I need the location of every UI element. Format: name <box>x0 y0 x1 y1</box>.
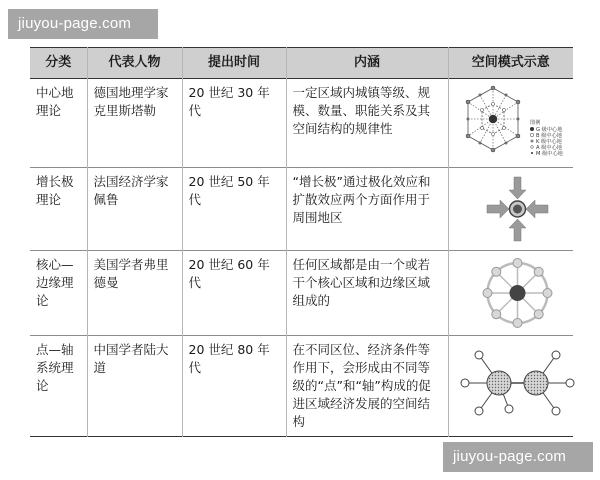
arrow-left-icon <box>487 200 509 218</box>
legend-title: 图例 <box>529 120 540 126</box>
arrow-bottom-icon <box>509 219 526 241</box>
legend-item-a: A 级中心地 <box>535 145 562 151</box>
header-time: 提出时间 <box>182 48 286 79</box>
row-person: 中国学者陆大道 <box>87 336 182 437</box>
header-person: 代表人物 <box>87 48 182 79</box>
arrow-right-icon <box>526 200 548 218</box>
row-time: 20 世纪 80 年代 <box>182 336 286 437</box>
row-time: 20 世纪 50 年代 <box>182 168 286 251</box>
point-axis-network-icon <box>455 341 580 425</box>
core-periphery-diagram <box>448 251 573 336</box>
central-place-hexagon-icon <box>455 84 580 162</box>
major-point-left <box>487 371 511 395</box>
table-row <box>30 251 573 336</box>
watermark-top: jiuyou-page.com <box>8 9 158 39</box>
header-meaning: 内涵 <box>286 48 448 79</box>
legend-item-k: K 级中心地 <box>535 139 562 145</box>
central-place-legend <box>530 118 564 157</box>
row-category: 中心地理论 <box>36 85 74 118</box>
header-category: 分类 <box>45 55 72 70</box>
theory-table <box>30 47 573 437</box>
central-place-diagram <box>448 79 573 168</box>
row-meaning: 在不同区位、经济条件等作用下，会形成由不同等级的“点”和“轴”构成的促进区域经济发展的空间结构 <box>286 336 448 437</box>
core-periphery-wheel-icon <box>455 256 580 330</box>
major-point-right <box>524 371 548 395</box>
table-header-row <box>30 48 573 79</box>
row-category: 增长极理论 <box>36 174 74 207</box>
row-person: 美国学者弗里德曼 <box>87 251 182 336</box>
legend-item-m: M 级中心地 <box>535 151 563 157</box>
legend-item-b: B 级中心地 <box>535 133 562 139</box>
row-person: 法国经济学家佩鲁 <box>87 168 182 251</box>
row-meaning: 一定区域内城镇等级、规模、数量、职能关系及其空间结构的规律性 <box>286 79 448 168</box>
row-category: 点—轴系统理论 <box>36 342 74 393</box>
growth-pole-diagram <box>448 168 573 251</box>
row-time: 20 世纪 60 年代 <box>182 251 286 336</box>
row-category: 核心—边缘理论 <box>36 257 74 308</box>
table-row <box>30 168 573 251</box>
point-axis-diagram <box>448 336 573 437</box>
core-node <box>509 285 525 301</box>
growth-pole-core <box>513 205 522 214</box>
table-row <box>30 336 573 437</box>
arrow-top-icon <box>509 177 526 199</box>
table-row <box>30 79 573 168</box>
watermark-bottom: jiuyou-page.com <box>443 442 593 472</box>
header-diagram: 空间模式示意 <box>448 48 573 79</box>
row-meaning: “增长极”通过极化效应和扩散效应两个方面作用于周围地区 <box>286 168 448 251</box>
growth-pole-arrows-icon <box>455 173 580 245</box>
row-meaning: 任何区域都是由一个或若干个核心区域和边缘区域组成的 <box>286 251 448 336</box>
row-person: 德国地理学家克里斯塔勒 <box>87 79 182 168</box>
legend-item-g: G 级中心地 <box>535 127 562 133</box>
row-time: 20 世纪 30 年代 <box>182 79 286 168</box>
